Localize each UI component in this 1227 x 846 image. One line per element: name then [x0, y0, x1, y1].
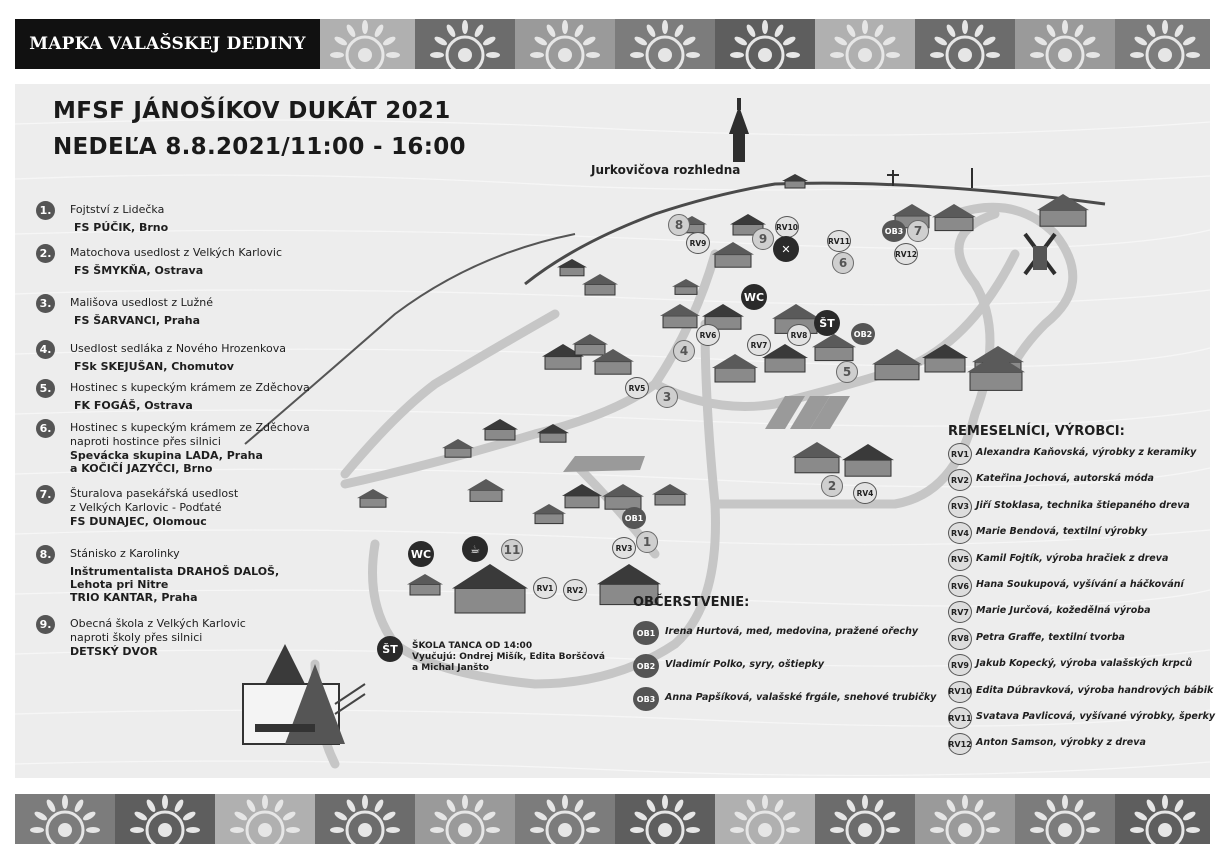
cottage — [532, 504, 566, 524]
marker-11: 11 — [501, 539, 523, 561]
ornament-tile — [915, 19, 1015, 69]
cottage — [792, 442, 842, 473]
craft-code-badge: RV10 — [948, 681, 972, 703]
cottage — [922, 344, 968, 372]
cottage — [467, 479, 505, 501]
refreshment-code-badge: OB1 — [633, 621, 659, 645]
snack-stand-icon-upper: ŠT — [814, 310, 840, 336]
marker-1: 1 — [636, 531, 658, 553]
bottom-ornament-band — [15, 794, 1210, 844]
craft-text: Jiří Stoklasa, technika štiepaného dreva — [976, 499, 1190, 511]
marker-rv6: RV6 — [696, 324, 720, 346]
marker-ob2: OB2 — [851, 323, 875, 345]
ornament-tile — [1015, 794, 1115, 844]
legend-number-badge: 5. — [36, 379, 55, 398]
craft-code-badge: RV7 — [948, 601, 972, 623]
craft-text: Hana Soukupová, vyšívání a háčkování — [976, 579, 1184, 590]
cottage — [602, 484, 644, 509]
cottage — [812, 334, 856, 361]
cottage — [557, 259, 587, 276]
event-title: MFSF JÁNOŠÍKOV DUKÁT 2021 — [53, 98, 451, 124]
legend-location-note: z Velkých Karlovic - Podťaté — [70, 501, 222, 514]
marker-rv3: RV3 — [612, 537, 636, 559]
marker-ob1: OB1 — [622, 507, 646, 529]
marker-rv12: RV12 — [894, 243, 918, 265]
marker-rv4: RV4 — [853, 482, 877, 504]
boundary-line-west — [245, 234, 575, 444]
craft-text: Anton Samson, výrobky z dreva — [976, 737, 1146, 749]
wc-icon-upper: WC — [741, 284, 767, 310]
craft-text: Marie Jurčová, kožedělná výroba — [976, 605, 1151, 617]
marker-7: 7 — [907, 220, 929, 242]
legend-performer: Inštrumentalista DRAHOŠ DALOŠ, — [70, 565, 280, 578]
refreshment-code-badge: OB3 — [633, 687, 659, 711]
ornament-tile — [15, 794, 115, 844]
cottage — [572, 334, 608, 355]
dance-school-title: ŠKOLA TANCA OD 14:00 — [412, 641, 533, 651]
refreshments-title: OBČERSTVENIE: — [633, 595, 750, 610]
cottage — [442, 439, 474, 457]
marker-rv9: RV9 — [686, 232, 710, 254]
craft-text: Marie Bendová, textilní výrobky — [976, 526, 1148, 538]
ornament-tile — [815, 19, 915, 69]
windmill-icon — [1025, 234, 1055, 274]
legend-performer: FK FOGÁŠ, Ostrava — [74, 399, 193, 412]
craft-text: Kateřina Jochová, autorská móda — [976, 473, 1154, 485]
dance-school-note — [412, 641, 605, 674]
craft-code-badge: RV9 — [948, 654, 972, 676]
dance-school-teachers-2: a Michal Janšto — [412, 663, 489, 673]
legend-number-badge: 2. — [36, 244, 55, 263]
boundary-road — [525, 183, 1105, 284]
marker-2: 2 — [821, 475, 843, 497]
craft-text: Kamil Fojtík, výroba hračiek z dreva — [976, 552, 1169, 564]
marker-4: 4 — [673, 340, 695, 362]
craft-code-badge: RV4 — [948, 522, 972, 544]
cottage — [842, 444, 894, 476]
dance-school-teachers: Vyučujú: Ondrej Mišík, Edita Borščová — [412, 652, 605, 662]
marker-rv8: RV8 — [787, 324, 811, 346]
legend-location: Usedlost sedláka z Nového Hrozenkova — [70, 342, 287, 355]
cottage — [482, 419, 518, 440]
rozhledna-label: Jurkovičova rozhledna — [591, 163, 741, 177]
marker-rv11: RV11 — [827, 230, 851, 252]
marker-rv7: RV7 — [747, 334, 771, 356]
legend-performer: a KOČIČÍ JAZYČCI, Brno — [70, 462, 213, 475]
marker-ob3: OB3 — [882, 220, 906, 242]
legend-number-badge: 7. — [36, 485, 55, 504]
cottage — [712, 242, 754, 267]
craft-code-badge: RV8 — [948, 628, 972, 650]
craft-text: Svatava Pavlicová, vyšívané výrobky, šperky — [976, 711, 1216, 722]
ornament-tile — [815, 794, 915, 844]
legend-number-badge: 9. — [36, 615, 55, 634]
legend-performer: TRIO KANTAR, Praha — [70, 591, 198, 604]
marker-rv5: RV5 — [625, 377, 649, 399]
cottage — [782, 174, 808, 188]
craft-code-badge: RV12 — [948, 733, 972, 755]
ornament-tile — [1015, 19, 1115, 69]
marker-3: 3 — [656, 386, 678, 408]
legend-location: Obecná škola z Velkých Karlovic — [70, 617, 246, 630]
cottage — [672, 279, 700, 294]
legend-location: Hostinec s kupeckým krámem ze Zděchova — [70, 381, 310, 394]
ornament-tile — [415, 19, 515, 69]
legend-location: Šturalova pasekářská usedlost — [70, 487, 239, 500]
ornament-tile — [1115, 794, 1210, 844]
marker-rv2: RV2 — [563, 579, 587, 601]
legend-performer: Lehota pri Nitre — [70, 578, 169, 591]
ornament-tile — [715, 19, 815, 69]
cottage — [407, 574, 443, 595]
ornament-tile — [315, 794, 415, 844]
refreshment-code-badge: OB2 — [633, 654, 659, 678]
marker-5: 5 — [836, 361, 858, 383]
legend-location: Matochova usedlost z Velkých Karlovic — [70, 246, 283, 259]
ornament-tile — [315, 19, 415, 69]
cottage — [712, 354, 758, 382]
craft-text: Jakub Kopecký, výroba valašských krpců — [976, 658, 1193, 670]
wc-icon-lower: WC — [408, 541, 434, 567]
craft-code-badge: RV5 — [948, 549, 972, 571]
snack-stand-icon-lower: ŠT — [377, 636, 403, 662]
marker-8: 8 — [668, 214, 690, 236]
legend-location: Mališova usedlost z Lužné — [70, 296, 214, 309]
legend-performer: FSk SKEJUŠAN, Chomutov — [74, 360, 234, 373]
craft-code-badge: RV11 — [948, 707, 972, 729]
ornament-pattern-bottom — [15, 794, 1210, 844]
cottage — [872, 349, 922, 380]
restaurant-icon: ✕ — [773, 236, 799, 262]
cottage — [357, 489, 389, 507]
refreshment-text: Vladimír Polko, syry, oštiepky — [665, 659, 825, 670]
church-icon — [243, 644, 365, 744]
craft-text: Alexandra Kaňovská, výrobky z keramiky — [976, 447, 1197, 458]
event-date: NEDEĽA 8.8.2021/11:00 - 16:00 — [53, 134, 466, 160]
legend-number-badge: 3. — [36, 294, 55, 313]
legend-number-badge: 6. — [36, 419, 55, 438]
coffee-cup-icon: ☕ — [462, 536, 488, 562]
ornament-tile — [515, 794, 615, 844]
crafts-title: REMESELNÍCI, VÝROBCI: — [948, 424, 1125, 439]
craft-code-badge: RV6 — [948, 575, 972, 597]
ornament-tile — [615, 794, 715, 844]
legend-performer: FS DUNAJEC, Olomouc — [70, 515, 207, 528]
cottage — [1037, 194, 1089, 226]
marker-9: 9 — [752, 228, 774, 250]
legend-performer: FS PÚČIK, Brno — [74, 221, 169, 234]
legend-number-badge: 1. — [36, 201, 55, 220]
marker-rv10: RV10 — [775, 216, 799, 238]
refreshment-text: Irena Hurtová, med, medovina, pražené ořechy — [665, 626, 919, 637]
craft-code-badge: RV3 — [948, 496, 972, 518]
ornament-tile — [115, 794, 215, 844]
craft-code-badge: RV1 — [948, 443, 972, 465]
marker-6: 6 — [832, 252, 854, 274]
legend-location-note: naproti hostince přes silnici — [70, 435, 221, 448]
legend-number-badge: 4. — [36, 340, 55, 359]
ornament-tile — [415, 794, 515, 844]
rozhledna-tower-icon — [729, 98, 749, 162]
craft-text: Edita Dúbravková, výroba handrových bábik — [976, 684, 1214, 696]
legend-location-note: naproti školy přes silnici — [70, 631, 203, 644]
ornament-tile — [915, 794, 1015, 844]
marker-rv1: RV1 — [533, 577, 557, 599]
cottage — [452, 564, 528, 613]
craft-text: Petra Graffe, textilní tvorba — [976, 631, 1125, 643]
legend-performer: FS ŠARVANCI, Praha — [74, 314, 200, 327]
cottage — [652, 484, 688, 505]
cottage — [582, 274, 618, 295]
ornament-tile — [615, 19, 715, 69]
legend-performer: FS ŠMYKŇA, Ostrava — [74, 264, 204, 277]
refreshment-text: Anna Papšíková, valašské frgále, snehové trubičky — [665, 692, 937, 703]
legend-location: Hostinec s kupeckým krámem ze Zděchova — [70, 421, 310, 434]
ornament-tile — [1115, 19, 1210, 69]
legend-location: Stánisko z Karolinky — [70, 547, 180, 560]
legend-location: Fojtství z Lidečka — [70, 203, 165, 216]
craft-code-badge: RV2 — [948, 469, 972, 491]
header-title: MAPKA VALAŠSKEJ DEDINY — [15, 19, 320, 69]
legend-performer: Spevácka skupina LADA, Praha — [70, 449, 263, 462]
legend-performer: DETSKÝ DVOR — [70, 645, 158, 658]
ornament-tile — [515, 19, 615, 69]
legend-number-badge: 8. — [36, 545, 55, 564]
ornament-tile — [715, 794, 815, 844]
ornament-tile — [215, 794, 315, 844]
